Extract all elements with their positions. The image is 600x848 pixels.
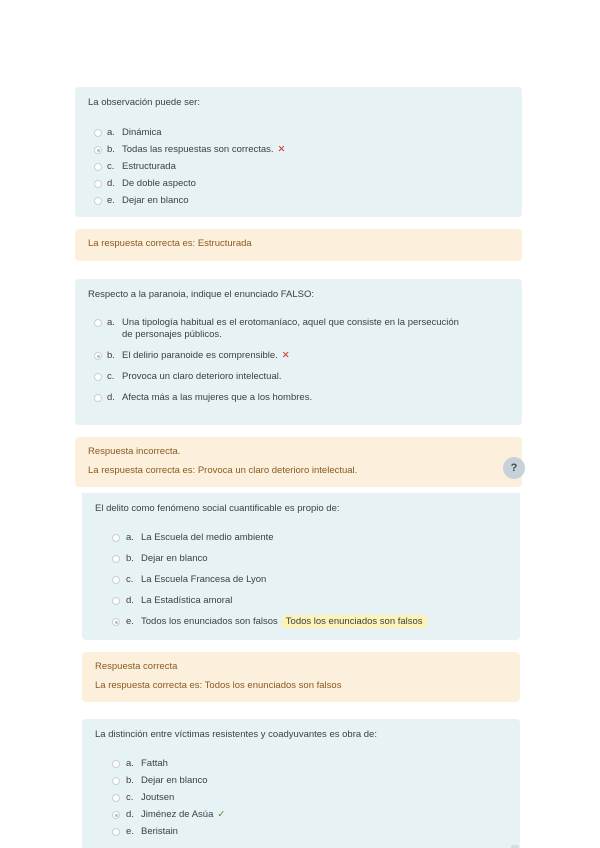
question-1-text: La observación puede ser: — [88, 97, 200, 108]
radio-button-checked[interactable] — [112, 618, 120, 626]
radio-button[interactable] — [94, 197, 102, 205]
question-2 — [75, 279, 522, 425]
question-2-feedback — [75, 437, 522, 487]
q3-option-c[interactable]: c. La Escuela Francesa de Lyon — [95, 574, 507, 586]
question-4-text: La distinción entre víctimas resistentes y coadyuvantes es obra de: — [95, 729, 377, 740]
radio-button[interactable] — [112, 576, 120, 584]
question-3 — [82, 493, 520, 640]
q4-option-d[interactable]: d. Jiménez de Asúa ✓ — [95, 809, 507, 821]
help-button[interactable]: ? — [503, 457, 525, 479]
q4-option-b[interactable]: b. Dejar en blanco — [95, 775, 507, 787]
radio-button-checked[interactable] — [94, 352, 102, 360]
question-3-feedback — [82, 652, 520, 702]
incorrect-icon: ✕ — [281, 350, 290, 361]
feedback-status: Respuesta correcta — [95, 661, 178, 672]
q3-option-e[interactable]: e. Todos los enunciados son falsos Todos los enunciados son falsos — [95, 616, 507, 628]
radio-button[interactable] — [94, 129, 102, 137]
question-3-text: El delito como fenómeno social cuantificable es propio de: — [95, 503, 340, 514]
question-1 — [75, 87, 522, 217]
q1-option-e[interactable]: e. Dejar en blanco — [88, 195, 509, 207]
radio-button-checked[interactable] — [94, 146, 102, 154]
q3-option-b[interactable]: b. Dejar en blanco — [95, 553, 507, 565]
radio-button-checked[interactable] — [112, 811, 120, 819]
q2-option-c[interactable]: c. Provoca un claro deterioro intelectual. — [88, 371, 509, 383]
q1-option-d[interactable]: d. De doble aspecto — [88, 178, 509, 190]
q1-option-b[interactable]: b. Todas las respuestas son correctas. ✕ — [88, 144, 509, 156]
question-1-feedback — [75, 229, 522, 261]
q1-option-c[interactable]: c. Estructurada — [88, 161, 509, 173]
radio-button[interactable] — [112, 760, 120, 768]
correct-answer-text: La respuesta correcta es: Estructurada — [88, 238, 252, 249]
incorrect-icon: ✕ — [277, 144, 286, 155]
q3-option-a[interactable]: a. La Escuela del medio ambiente — [95, 532, 507, 544]
q4-option-a[interactable]: a. Fattah — [95, 758, 507, 770]
radio-button[interactable] — [112, 534, 120, 542]
correct-check-icon: ✓ — [217, 809, 226, 820]
feedback-status: Respuesta incorrecta. — [88, 446, 181, 457]
question-2-text: Respecto a la paranoia, indique el enunciado FALSO: — [88, 289, 315, 300]
q3-option-d[interactable]: d. La Estadística amoral — [95, 595, 507, 607]
radio-button[interactable] — [112, 777, 120, 785]
radio-button[interactable] — [112, 597, 120, 605]
radio-button[interactable] — [94, 163, 102, 171]
q2-option-b[interactable]: b. El delirio paranoide es comprensible. ✕ — [88, 350, 509, 362]
correct-answer-text: La respuesta correcta es: Todos los enunciados son falsos — [95, 680, 342, 691]
radio-button[interactable] — [94, 373, 102, 381]
radio-button[interactable] — [94, 319, 102, 327]
q4-option-c[interactable]: c. Joutsen — [95, 792, 507, 804]
radio-button[interactable] — [94, 394, 102, 402]
q2-option-d[interactable]: d. Afecta más a las mujeres que a los hombres. — [88, 392, 509, 404]
radio-button[interactable] — [94, 180, 102, 188]
q4-option-e[interactable]: e. Beristain — [95, 826, 507, 838]
correct-answer-highlight: Todos los enunciados son falsos — [282, 615, 427, 628]
question-4 — [82, 719, 520, 848]
radio-button[interactable] — [112, 794, 120, 802]
correct-answer-text: La respuesta correcta es: Provoca un claro deterioro intelectual. — [88, 465, 358, 476]
radio-button[interactable] — [112, 828, 120, 836]
q2-option-a[interactable]: a. Una tipología habitual es el erotomaníaco, aquel que consiste en la persecución de personajes públicos. — [88, 317, 509, 341]
radio-button[interactable] — [112, 555, 120, 563]
q1-option-a[interactable]: a. Dinámica — [88, 127, 509, 139]
